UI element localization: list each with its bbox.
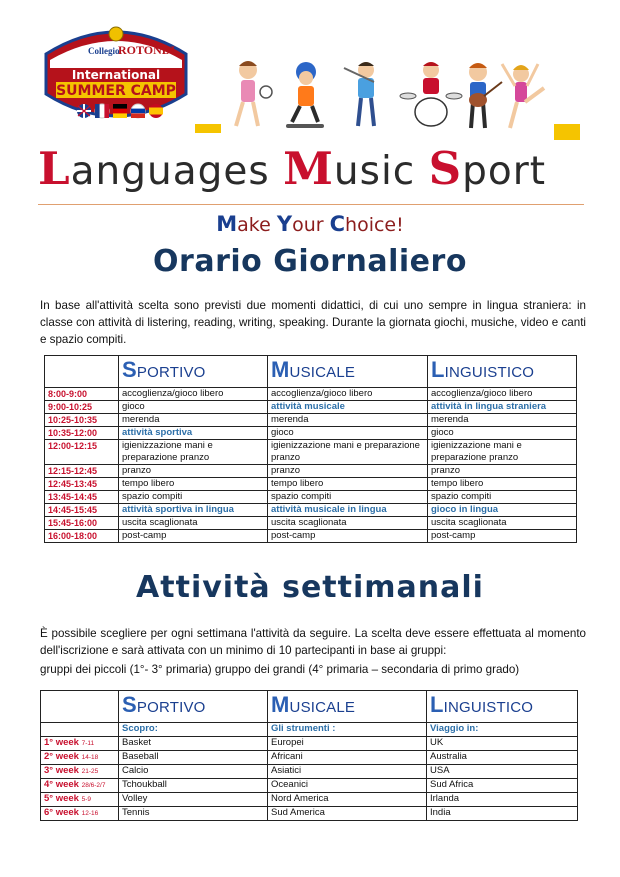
weekly-col-linguistico (427, 691, 578, 723)
daily-time-cell: 10:35-12:00 (45, 427, 119, 440)
daily-time-cell: 12:15-12:45 (45, 465, 119, 478)
daily-row (45, 530, 577, 543)
choice-rest-2: our (292, 214, 330, 236)
week-dates: 5-9 (81, 796, 92, 803)
col-rest: PORTIVO (136, 364, 206, 381)
decor-yellow-bar-right (554, 124, 580, 140)
choice-cap-2: Y (276, 212, 293, 236)
daily-activity-cell: gioco (119, 401, 268, 414)
title-cap-3: S (428, 142, 463, 195)
weekly-week-cell (41, 793, 119, 807)
daily-time-cell: 8:00-9:00 (45, 388, 119, 401)
weekly-week-cell (41, 765, 119, 779)
week-dates: 28/6-2/7 (81, 782, 106, 789)
col-cap: S (122, 692, 137, 717)
daily-activity-cell: attività sportiva in lingua (119, 504, 268, 517)
weekly-header-row (41, 691, 578, 723)
weekly-sub-sportivo: Scopro: (119, 723, 268, 737)
weekly-row (41, 807, 578, 821)
daily-row (45, 440, 577, 465)
daily-time-cell: 15:45-16:00 (45, 517, 119, 530)
weekly-sub-linguistico: Viaggio in: (427, 723, 578, 737)
weekly-activity-cell: Calcio (119, 765, 268, 779)
title-cap-2: M (283, 142, 334, 195)
choice-rest-3: hoice! (345, 214, 404, 236)
daily-activity-cell: merenda (268, 414, 428, 427)
weekly-week-cell (41, 807, 119, 821)
daily-activity-cell: uscita scaglionata (268, 517, 428, 530)
daily-row (45, 388, 577, 401)
weekly-activity-cell: Europei (268, 737, 427, 751)
weekly-title: Attività settimanali (136, 570, 484, 605)
daily-header-empty (45, 356, 119, 388)
daily-schedule-table (44, 355, 577, 543)
daily-activity-cell: igienizzazione mani e preparazione pranzo (268, 440, 428, 465)
logo-line1: Collegio (88, 46, 120, 56)
daily-time-cell: 12:45-13:45 (45, 478, 119, 491)
daily-time-cell: 12:00-12:15 (45, 440, 119, 465)
drummer-kid-icon (400, 62, 462, 126)
daily-time-cell: 13:45-14:45 (45, 491, 119, 504)
weekly-week-cell (41, 737, 119, 751)
guitar-kid-icon (469, 63, 502, 128)
weekly-activity-cell: Africani (268, 751, 427, 765)
daily-activity-cell: pranzo (268, 465, 428, 478)
weekly-week-cell (41, 751, 119, 765)
col-cap: M (271, 692, 290, 717)
weekly-activity-cell: Volley (119, 793, 268, 807)
summer-camp-logo (36, 16, 196, 134)
children-illustration (226, 56, 556, 136)
weekly-intro: È possibile scegliere per ogni settimana l'attività da seguire. La scelta deve essere effettuata al momento dell'iscrizione e sarà attivata con un minimo di 10 partecipanti in base ai gruppi: (40, 627, 586, 657)
week-label: 2° week (44, 751, 79, 762)
daily-activity-cell: pranzo (119, 465, 268, 478)
daily-activity-cell: merenda (428, 414, 577, 427)
gymnast-kid-icon (502, 64, 544, 128)
choice-cap-3: C (329, 212, 346, 236)
daily-activity-cell: merenda (119, 414, 268, 427)
col-cap: L (430, 692, 444, 717)
daily-body (45, 388, 577, 543)
main-title (38, 142, 546, 195)
weekly-activity-cell: Sud America (268, 807, 427, 821)
daily-activity-cell: pranzo (428, 465, 577, 478)
header-divider (38, 204, 584, 205)
weekly-week-cell (41, 779, 119, 793)
daily-activity-cell: accoglienza/gioco libero (428, 388, 577, 401)
daily-title: Orario Giornaliero (153, 244, 467, 279)
weekly-col-sportivo (119, 691, 268, 723)
week-dates: 12-16 (81, 810, 99, 817)
daily-time-cell: 9:00-10:25 (45, 401, 119, 414)
daily-row (45, 414, 577, 427)
weekly-activity-cell: Tennis (119, 807, 268, 821)
daily-row (45, 478, 577, 491)
daily-activity-cell: tempo libero (428, 478, 577, 491)
weekly-subheader-row (41, 723, 578, 737)
daily-time-cell: 14:45-15:45 (45, 504, 119, 517)
daily-activity-cell: attività musicale (268, 401, 428, 414)
daily-activity-cell: gioco (268, 427, 428, 440)
col-cap: L (431, 357, 445, 382)
skater-kid-icon (286, 62, 324, 128)
daily-activity-cell: post-camp (428, 530, 577, 543)
weekly-activity-cell: USA (427, 765, 578, 779)
weekly-row (41, 793, 578, 807)
daily-col-musicale (268, 356, 428, 388)
title-rest-1: anguages (70, 149, 270, 194)
daily-row (45, 465, 577, 478)
week-label: 5° week (44, 793, 79, 804)
daily-time-cell: 16:00-18:00 (45, 530, 119, 543)
daily-time-cell: 10:25-10:35 (45, 414, 119, 427)
daily-activity-cell: gioco (428, 427, 577, 440)
week-label: 3° week (44, 765, 79, 776)
weekly-activity-cell: Irlanda (427, 793, 578, 807)
daily-activity-cell: spazio compiti (119, 491, 268, 504)
weekly-activity-cell: UK (427, 737, 578, 751)
daily-row (45, 517, 577, 530)
daily-activity-cell: spazio compiti (428, 491, 577, 504)
daily-activity-cell: igienizzazione mani e preparazione pranzo (119, 440, 268, 465)
week-label: 1° week (44, 737, 79, 748)
weekly-row (41, 737, 578, 751)
daily-activity-cell: post-camp (119, 530, 268, 543)
weekly-activity-cell: Australia (427, 751, 578, 765)
logo-line4: SUMMER CAMP (56, 83, 176, 99)
daily-activity-cell: accoglienza/gioco libero (268, 388, 428, 401)
daily-col-linguistico (428, 356, 577, 388)
week-dates: 7-11 (81, 740, 95, 747)
weekly-activity-cell: Nord America (268, 793, 427, 807)
golf-kid-icon (344, 62, 374, 126)
daily-activity-cell: attività musicale in lingua (268, 504, 428, 517)
logo-line3: International (71, 68, 161, 82)
weekly-activity-cell: Tchoukball (119, 779, 268, 793)
daily-activity-cell: tempo libero (119, 478, 268, 491)
weekly-activities-table (40, 690, 578, 821)
week-dates: 14-18 (81, 754, 99, 761)
week-label: 4° week (44, 779, 79, 790)
daily-row (45, 491, 577, 504)
daily-activity-cell: gioco in lingua (428, 504, 577, 517)
weekly-activity-cell: Asiatici (268, 765, 427, 779)
week-dates: 21-25 (81, 768, 99, 775)
logo-line2: ROTONDI (118, 43, 176, 57)
daily-row (45, 504, 577, 517)
decor-yellow-bar-left (195, 124, 221, 133)
weekly-activity-cell: Sud Africa (427, 779, 578, 793)
col-rest: INGUISTICO (444, 364, 535, 381)
title-cap-1: L (38, 142, 71, 195)
title-rest-3: port (462, 149, 547, 194)
col-rest: USICALE (289, 699, 356, 716)
crest-icon (109, 27, 123, 41)
col-cap: S (122, 357, 137, 382)
make-your-choice (0, 212, 620, 236)
weekly-groups: gruppi dei piccoli (1°- 3° primaria) gruppo dei grandi (4° primaria – secondaria di primo grado) (40, 663, 520, 676)
weekly-header-empty (41, 691, 119, 723)
weekly-activity-cell: India (427, 807, 578, 821)
weekly-row (41, 779, 578, 793)
col-rest: PORTIVO (136, 699, 206, 716)
weekly-col-musicale (268, 691, 427, 723)
col-rest: USICALE (289, 364, 356, 381)
col-rest: INGUISTICO (443, 699, 534, 716)
weekly-activity-cell: Baseball (119, 751, 268, 765)
daily-col-sportivo (119, 356, 268, 388)
weekly-sub-empty (41, 723, 119, 737)
daily-activity-cell: tempo libero (268, 478, 428, 491)
daily-activity-cell: spazio compiti (268, 491, 428, 504)
daily-activity-cell: attività in lingua straniera (428, 401, 577, 414)
daily-activity-cell: post-camp (268, 530, 428, 543)
daily-activity-cell: uscita scaglionata (119, 517, 268, 530)
weekly-body (41, 737, 578, 821)
daily-header-row (45, 356, 577, 388)
daily-activity-cell: igienizzazione mani e preparazione pranzo (428, 440, 577, 465)
week-label: 6° week (44, 807, 79, 818)
weekly-row (41, 751, 578, 765)
choice-cap-1: M (216, 212, 238, 236)
col-cap: M (271, 357, 290, 382)
daily-activity-cell: accoglienza/gioco libero (119, 388, 268, 401)
daily-intro: In base all'attività scelta sono previsti due momenti didattici, di cui uno sempre in lingua straniera: in classe con attività di listering, reading, writing, speaking. Durante la giornata giochi, musiche, video e canti e spazio compiti. (40, 299, 586, 346)
badminton-kid-icon (236, 61, 272, 126)
choice-rest-1: ake (237, 214, 277, 236)
title-rest-2: usic (333, 149, 416, 194)
daily-activity-cell: uscita scaglionata (428, 517, 577, 530)
daily-row (45, 427, 577, 440)
daily-activity-cell: attività sportiva (119, 427, 268, 440)
weekly-activity-cell: Basket (119, 737, 268, 751)
weekly-activity-cell: Oceanici (268, 779, 427, 793)
daily-row (45, 401, 577, 414)
weekly-row (41, 765, 578, 779)
weekly-sub-musicale: Gli strumenti : (268, 723, 427, 737)
